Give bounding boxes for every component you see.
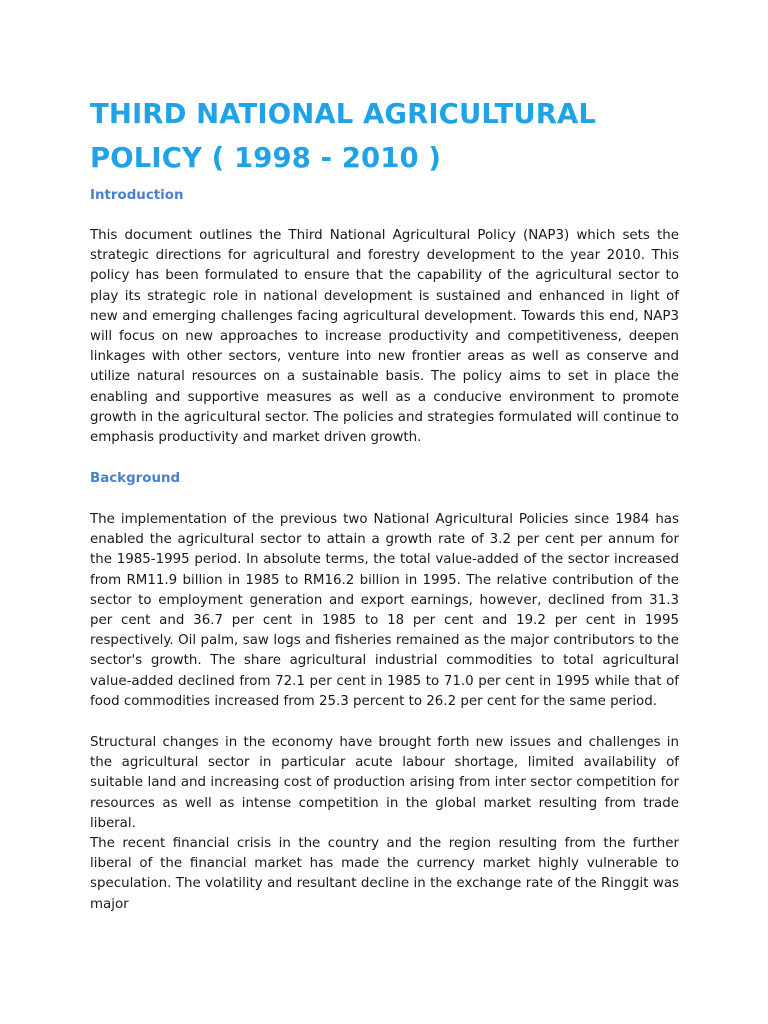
introduction-paragraph: This document outlines the Third National Agricultural Policy (NAP3) which sets the strategic directions for agricultural and forestry development to the year 2010. This policy has been formulated to ensure that the capability of the agricultural sector to play its strategic role in national development is sustained and enhanced in light of new and emerging challenges facing agricultural development. Towards this end, NAP3 will focus on new approaches to increase productivity and competitiveness, deepen linkages with other sectors, venture into new frontier areas as well as conserve and utilize natural resources on a sustainable basis. The policy aims to set in place the enabling and supportive measures as well as a conducive environment to promote growth in the agricultural sector. The policies and strategies formulated will continue to emphasis productivity and market driven growth.	[90, 228, 679, 446]
background-paragraph-1: The implementation of the previous two National Agricultural Policies since 1984 has enabled the agricultural sector to attain a growth rate of 3.2 per cent per annum for the 1985-1995 period. In absolute terms, the total value-added of the sector increased from RM11.9 billion in 1985 to RM16.2 billion in 1995. The relative contribution of the sector to employment generation and export earnings, however, declined from 31.3 per cent and 36.7 per cent in 1985 to 18 per cent and 19.2 per cent in 1995 respectively. Oil palm, saw logs and fisheries remained as the major contributors to the sector's growth. The share agricultural industrial commodities to total agricultural value-added declined from 72.1 per cent in 1985 to 71.0 per cent in 1995 while that of food commodities increased from 25.3 percent to 26.2 per cent for the same period.	[90, 512, 679, 709]
background-paragraph-2: Structural changes in the economy have brought forth new issues and challenges in the agricultural sector in particular acute labour shortage, limited availability of suitable land and increasing cost of production arising from inter sector competition for resources as well as intense competition in the global market resulting from trade liberal.	[90, 735, 679, 831]
document-title: THIRD NATIONAL AGRICULTURAL POLICY ( 1998 - 2010 )	[90, 98, 597, 174]
section-heading-background: Background	[90, 471, 181, 486]
section-heading-introduction: Introduction	[90, 188, 184, 203]
background-paragraph-3: The recent financial crisis in the country and the region resulting from the further liberal of the financial market has made the currency market highly vulnerable to speculation. The volatility and resultant decline in the exchange rate of the Ringgit was major	[90, 836, 679, 912]
